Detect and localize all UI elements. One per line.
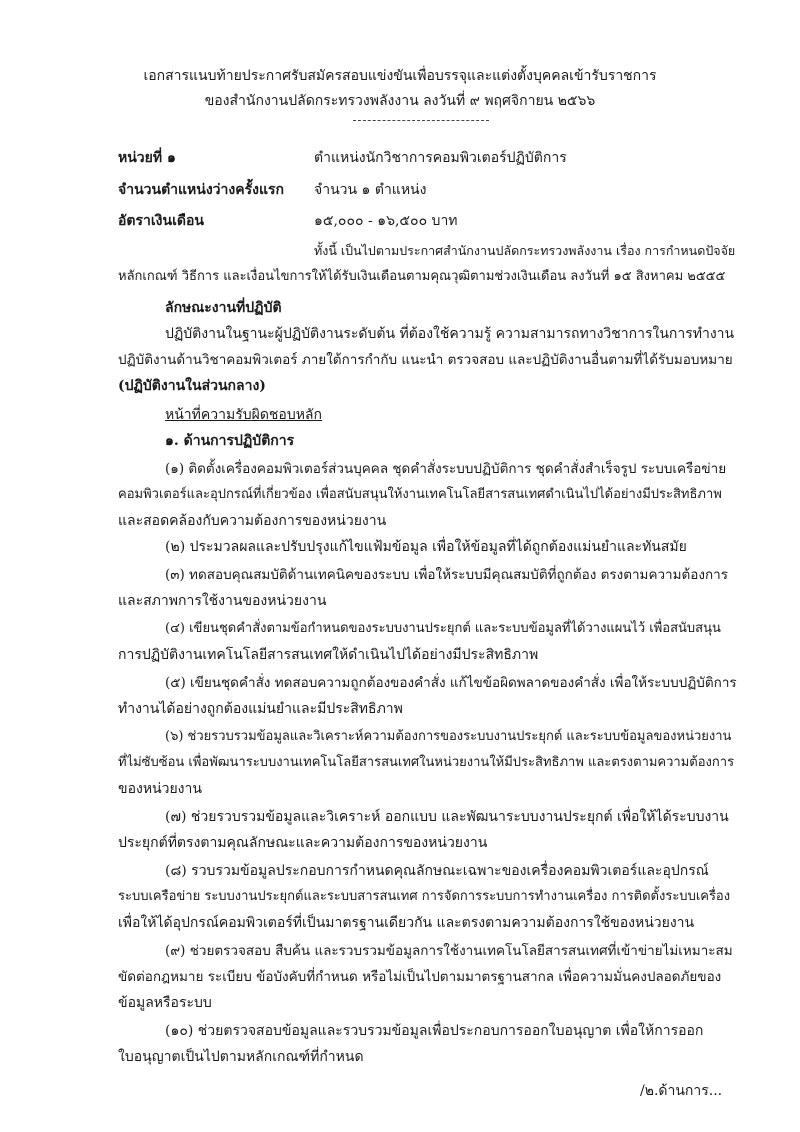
duty-6-line-2: ที่ไม่ซับซ้อน เพื่อพัฒนาระบบงานเทคโนโลยีสารสนเทศในหน่วยงานให้มีประสิทธิภาพ และตรงตามความต้องการ [118,755,735,770]
job-desc-line-2: ปฏิบัติงานด้านวิชาคอมพิวเตอร์ ภายใต้การกำกับ แนะนำ ตรวจสอบ และปฏิบัติงานอื่นตามที่ได้รับมอบหมาย [118,352,733,368]
continued-marker: /๒.ด้านการ... [640,1083,723,1099]
duty-9-line-1: (๙) ช่วยตรวจสอบ สืบค้น และรวบรวมข้อมูลการใช้งานเทคโนโลยีสารสนเทศที่เข้าข่ายไม่เหมาะสม [165,943,733,959]
duties-heading: หน้าที่ความรับผิดชอบหลัก [165,407,322,423]
vacancy-value: จำนวน ๑ ตำแหน่ง [314,182,427,198]
duty-8-line-3: เพื่อให้ได้อุปกรณ์คอมพิวเตอร์ที่เป็นมาตรฐานเดียวกัน และตรงตามความต้องการใช้ของหน่วยงาน [118,915,695,931]
header-line-1: เอกสารแนบท้ายประกาศรับสมัครสอบแข่งขันเพื่อบรรจุและแต่งตั้งบุคคลเข้ารับราชการ [143,68,657,84]
unit-label: หน่วยที่ ๑ [118,150,176,166]
duty-1-line-3: และสอดคล้องกับความต้องการของหน่วยงาน [118,513,387,529]
salary-note-line-1: ทั้งนี้ เป็นไปตามประกาศสำนักงานปลัดกระทรวงพลังงาน เรื่อง การกำหนดปัจจัย [314,243,736,258]
duty-8-line-2: ระบบเครือข่าย ระบบงานประยุกต์และระบบสารสนเทศ การจัดการระบบการทำงานเครื่อง การติดตั้งระบบเครื่อง [118,889,731,904]
duty-5-line-1: (๕) เขียนชุดคำสั่ง ทดสอบความถูกต้องของคำสั่ง แก้ไขข้อผิดพลาดของคำสั่ง เพื่อให้ระบบปฏิบัติการ [165,675,737,691]
duty-4-line-1: (๔) เขียนชุดคำสั่งตามข้อกำหนดของระบบงานประยุกต์ และระบบข้อมูลที่ได้วางแผนไว้ เพื่อสนับสนุน [165,621,721,636]
duty-6-line-3: ของหน่วยงาน [118,781,202,797]
duty-8-line-1: (๘) รวบรวมข้อมูลประกอบการกำหนดคุณลักษณะเฉพาะของเครื่องคอมพิวเตอร์และอุปกรณ์ [165,863,709,879]
duty-4-line-2: การปฏิบัติงานเทคโนโลยีสารสนเทศให้ดำเนินไปได้อย่างมีประสิทธิภาพ [118,647,539,663]
header-separator [353,120,489,121]
unit-value: ตำแหน่งนักวิชาการคอมพิวเตอร์ปฏิบัติการ [314,150,567,166]
salary-value: ๑๕,๐๐๐ - ๑๖,๕๐๐ บาท [314,213,458,229]
duty-10-line-1: (๑๐) ช่วยตรวจสอบข้อมูลและรวบรวมข้อมูลเพื่อประกอบการออกใบอนุญาต เพื่อให้การออก [165,1023,704,1039]
duty-10-line-2: ใบอนุญาตเป็นไปตามหลักเกณฑ์ที่กำหนด [118,1049,364,1065]
duty-1-line-1: (๑) ติดตั้งเครื่องคอมพิวเตอร์ส่วนบุคคล ชุดคำสั่งระบบปฏิบัติการ ชุดคำสั่งสำเร็จรูป ระบบเครือข่าย [165,461,727,477]
vacancy-label: จำนวนตำแหน่งว่างครั้งแรก [118,182,284,198]
job-heading: ลักษณะงานที่ปฏิบัติ [165,300,282,316]
duty-1-line-2: คอมพิวเตอร์และอุปกรณ์ที่เกี่ยวข้อง เพื่อสนับสนุนให้งานเทคโนโลยีสารสนเทศดำเนินไปได้อย่างมีประสิทธิภาพ [118,487,722,502]
section-1-heading: ๑. ด้านการปฏิบัติการ [165,433,295,449]
duty-9-line-2: ขัดต่อกฎหมาย ระเบียบ ข้อบังคับที่กำหนด หรือไม่เป็นไปตามมาตรฐานสากล เพื่อความมั่นคงปลอดภัยของ [118,969,722,985]
duty-2-line-1: (๒) ประมวลผลและปรับปรุงแก้ไขแฟ้มข้อมูล เพื่อให้ข้อมูลที่ได้ถูกต้องแม่นยำและทันสมัย [165,539,687,555]
job-desc-line-3: (ปฏิบัติงานในส่วนกลาง) [118,378,266,394]
header-line-2: ของสำนักงานปลัดกระทรวงพลังงาน ลงวันที่ ๙ พฤศจิกายน ๒๕๖๖ [204,93,596,109]
duty-7-line-2: ประยุกต์ที่ตรงตามคุณลักษณะและความต้องการของหน่วยงาน [118,835,488,851]
duty-6-line-1: (๖) ช่วยรวบรวมข้อมูลและวิเคราะห์ความต้องการของระบบงานประยุกต์ และระบบข้อมูลของหน่วยงาน [165,729,732,744]
salary-label: อัตราเงินเดือน [118,213,204,229]
duty-9-line-3: ข้อมูลหรือระบบ [118,995,212,1011]
duty-3-line-1: (๓) ทดสอบคุณสมบัติด้านเทคนิคของระบบ เพื่อให้ระบบมีคุณสมบัติที่ถูกต้อง ตรงตามความต้องการ [165,567,729,583]
duty-3-line-2: และสภาพการใช้งานของหน่วยงาน [118,593,327,609]
job-desc-line-1: ปฏิบัติงานในฐานะผู้ปฏิบัติงานระดับต้น ที่ต้องใช้ความรู้ ความสามารถทางวิชาการในการทำงาน [165,326,735,342]
salary-note-line-2: หลักเกณฑ์ วิธีการ และเงื่อนไขการให้ได้รับเงินเดือนตามคุณวุฒิตามช่วงเงินเดือน ลงวันที่ ๑๕ สิงหาคม ๒๕๕๕ [118,269,726,284]
duty-7-line-1: (๗) ช่วยรวบรวมข้อมูลและวิเคราะห์ ออกแบบ และพัฒนาระบบงานประยุกต์ เพื่อให้ได้ระบบงาน [165,809,729,825]
duty-5-line-2: ทำงานได้อย่างถูกต้องแม่นยำและมีประสิทธิภาพ [118,701,403,717]
